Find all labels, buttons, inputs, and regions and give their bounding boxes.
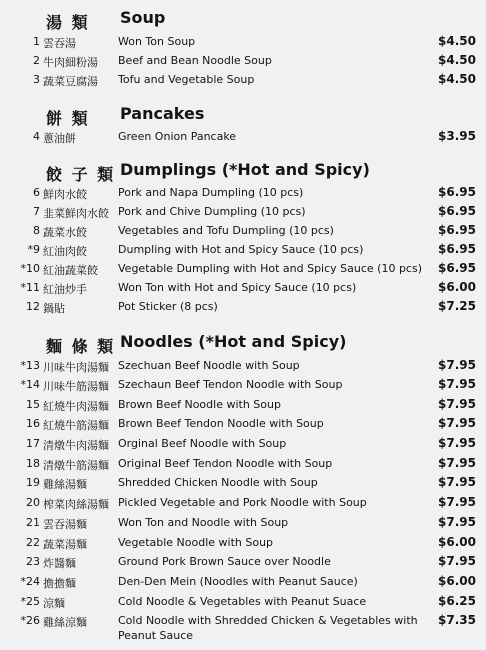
- item-name-en: Beef and Bean Noodle Soup: [118, 54, 272, 67]
- item-price: $6.25: [438, 594, 476, 608]
- menu-item: [0, 475, 486, 493]
- section-title-en: Noodles (*Hot and Spicy): [120, 332, 347, 351]
- item-name-zh: 蔬菜湯麵: [43, 538, 87, 551]
- menu-item: [0, 34, 486, 52]
- item-name-zh: 韭菜鮮肉水餃: [43, 207, 109, 220]
- item-name-en: Pickled Vegetable and Pork Noodle with Soup: [118, 496, 367, 509]
- item-price: $4.50: [438, 34, 476, 48]
- item-name-zh: 清燉牛筋湯麵: [43, 459, 109, 472]
- section-title-en: Soup: [120, 8, 166, 27]
- menu-item: [0, 535, 486, 553]
- item-name-en: Szechuan Beef Noodle with Soup: [118, 359, 300, 372]
- menu-item: [0, 53, 486, 71]
- menu-item: [0, 299, 486, 317]
- item-name-zh: 牛肉細粉湯: [43, 56, 98, 69]
- item-price: $4.50: [438, 72, 476, 86]
- item-price: $6.00: [438, 280, 476, 294]
- item-name-zh: 蔥油餅: [43, 132, 76, 145]
- menu-item: [0, 554, 486, 572]
- item-name-en: Brown Beef Noodle with Soup: [118, 398, 281, 411]
- section-title-zh: 湯 類: [46, 13, 90, 32]
- item-name-en: Won Ton Soup: [118, 35, 196, 48]
- item-price: $3.95: [438, 129, 476, 143]
- item-name-zh: 涼麵: [43, 597, 65, 610]
- item-name-en: Den-Den Mein (Noodles with Peanut Sauce): [118, 575, 358, 588]
- item-price: $7.95: [438, 397, 476, 411]
- menu-item: [0, 280, 486, 298]
- item-price: $7.95: [438, 495, 476, 509]
- menu-item: [0, 185, 486, 203]
- menu-item: [0, 594, 486, 612]
- item-name-en: Won Ton and Noodle with Soup: [118, 516, 289, 529]
- item-number: 20: [26, 496, 40, 509]
- item-name-en: Vegetable Dumpling with Hot and Spicy Sauce (10 pcs): [118, 262, 423, 275]
- menu-item: [0, 242, 486, 260]
- item-number: 4: [33, 130, 40, 143]
- item-name-zh: 雲吞湯麵: [43, 518, 87, 531]
- menu-item: [0, 495, 486, 513]
- item-number: *10: [20, 262, 40, 275]
- item-name-zh: 紅油蔬菜餃: [43, 264, 98, 277]
- item-number: *26: [20, 614, 40, 627]
- item-number: 1: [33, 35, 40, 48]
- menu-item: [0, 223, 486, 241]
- item-price: $6.95: [438, 242, 476, 256]
- section-title-zh: 餅 類: [46, 109, 90, 128]
- item-name-en: Cold Noodle & Vegetables with Peanut Suace: [118, 595, 367, 608]
- item-name-en: Vegetables and Tofu Dumpling (10 pcs): [118, 224, 334, 237]
- item-name-zh: 蔬菜豆腐湯: [43, 75, 98, 88]
- item-number: *9: [27, 243, 40, 256]
- item-name-en: Ground Pork Brown Sauce over Noodle: [118, 555, 331, 568]
- item-name-zh: 炸醬麵: [43, 557, 76, 570]
- menu-item: [0, 129, 486, 147]
- item-price: $6.00: [438, 535, 476, 549]
- item-name-zh: 紅燒牛肉湯麵: [43, 400, 109, 413]
- item-number: 15: [26, 398, 40, 411]
- item-name-en: Szechaun Beef Tendon Noodle with Soup: [118, 378, 343, 391]
- item-name-en: Brown Beef Tendon Noodle with Soup: [118, 417, 324, 430]
- section-title-en: Pancakes: [120, 104, 205, 123]
- item-price: $7.95: [438, 456, 476, 470]
- item-name-en: Green Onion Pancake: [118, 130, 237, 143]
- item-name-en: Dumpling with Hot and Spicy Sauce (10 pcs): [118, 243, 364, 256]
- item-name-zh: 雲吞湯: [43, 37, 76, 50]
- item-name-zh: 鍋貼: [43, 302, 65, 315]
- section-header-pancakes: [0, 104, 486, 128]
- item-number: *24: [20, 575, 40, 588]
- item-price: $6.95: [438, 204, 476, 218]
- item-price: $6.95: [438, 223, 476, 237]
- section-title-zh: 麵 條 類: [46, 337, 116, 356]
- item-number: 3: [33, 73, 40, 86]
- item-number: 21: [26, 516, 40, 529]
- item-name-en: Won Ton with Hot and Spicy Sauce (10 pcs): [118, 281, 357, 294]
- menu-item: [0, 574, 486, 592]
- item-number: 8: [33, 224, 40, 237]
- item-price: $6.00: [438, 574, 476, 588]
- item-name-zh: 雞絲涼麵: [43, 616, 87, 629]
- item-name-en: Pot Sticker (8 pcs): [118, 300, 218, 313]
- item-number: *14: [20, 378, 40, 391]
- item-name-zh: 擔擔麵: [43, 577, 76, 590]
- item-number: 2: [33, 54, 40, 67]
- item-number: 7: [33, 205, 40, 218]
- item-name-zh: 紅油肉餃: [43, 245, 87, 258]
- item-number: *13: [20, 359, 40, 372]
- item-price: $7.35: [438, 613, 476, 627]
- item-name-zh: 榨菜肉絲湯麵: [43, 498, 109, 511]
- item-price: $6.95: [438, 185, 476, 199]
- item-number: 19: [26, 476, 40, 489]
- item-number: 18: [26, 457, 40, 470]
- item-name-en: Orginal Beef Noodle with Soup: [118, 437, 287, 450]
- item-number: 22: [26, 536, 40, 549]
- item-number: 23: [26, 555, 40, 568]
- item-name-zh: 紅燒牛筋湯麵: [43, 419, 109, 432]
- item-name-en: Cold Noodle with Shredded Chicken & Vegetables with Peanut Sauce: [118, 614, 418, 642]
- item-name-zh: 雞絲湯麵: [43, 478, 87, 491]
- item-name-zh: 紅油炒手: [43, 283, 87, 296]
- item-number: *11: [20, 281, 40, 294]
- section-header-dumplings: [0, 160, 486, 184]
- item-name-zh: 川味牛筋湯麵: [43, 380, 109, 393]
- item-name-zh: 川味牛肉湯麵: [43, 361, 109, 374]
- section-title-zh: 餃 子 類: [46, 165, 116, 184]
- item-price: $6.95: [438, 261, 476, 275]
- item-name-zh: 蔬菜水餃: [43, 226, 87, 239]
- item-price: $7.95: [438, 416, 476, 430]
- menu-item: [0, 416, 486, 434]
- item-price: $7.25: [438, 299, 476, 313]
- item-number: 12: [26, 300, 40, 313]
- item-number: 17: [26, 437, 40, 450]
- section-header-soup: [0, 8, 486, 32]
- section-header-noodles: [0, 332, 486, 356]
- item-name-en: Pork and Chive Dumpling (10 pcs): [118, 205, 306, 218]
- item-price: $7.95: [438, 436, 476, 450]
- menu-item: [0, 436, 486, 454]
- item-price: $7.95: [438, 358, 476, 372]
- item-name-en: Tofu and Vegetable Soup: [118, 73, 255, 86]
- item-number: 16: [26, 417, 40, 430]
- item-number: *25: [20, 595, 40, 608]
- menu-item: [0, 72, 486, 90]
- item-price: $4.50: [438, 53, 476, 67]
- item-number: 6: [33, 186, 40, 199]
- item-price: $7.95: [438, 515, 476, 529]
- item-name-en: Shredded Chicken Noodle with Soup: [118, 476, 318, 489]
- item-name-zh: 鮮肉水餃: [43, 188, 87, 201]
- menu-item: [0, 397, 486, 415]
- item-price: $7.95: [438, 475, 476, 489]
- menu-item: [0, 456, 486, 474]
- menu-item: [0, 515, 486, 533]
- item-name-en: Original Beef Tendon Noodle with Soup: [118, 457, 333, 470]
- menu-item: [0, 358, 486, 376]
- section-title-en: Dumplings (*Hot and Spicy): [120, 160, 370, 179]
- menu-item: [0, 377, 486, 395]
- item-name-en: Vegetable Noodle with Soup: [118, 536, 274, 549]
- item-price: $7.95: [438, 554, 476, 568]
- item-name-en: Pork and Napa Dumpling (10 pcs): [118, 186, 304, 199]
- menu-item: [0, 613, 486, 645]
- item-name-zh: 清燉牛肉湯麵: [43, 439, 109, 452]
- item-price: $7.95: [438, 377, 476, 391]
- menu-item: [0, 261, 486, 279]
- menu-item: [0, 204, 486, 222]
